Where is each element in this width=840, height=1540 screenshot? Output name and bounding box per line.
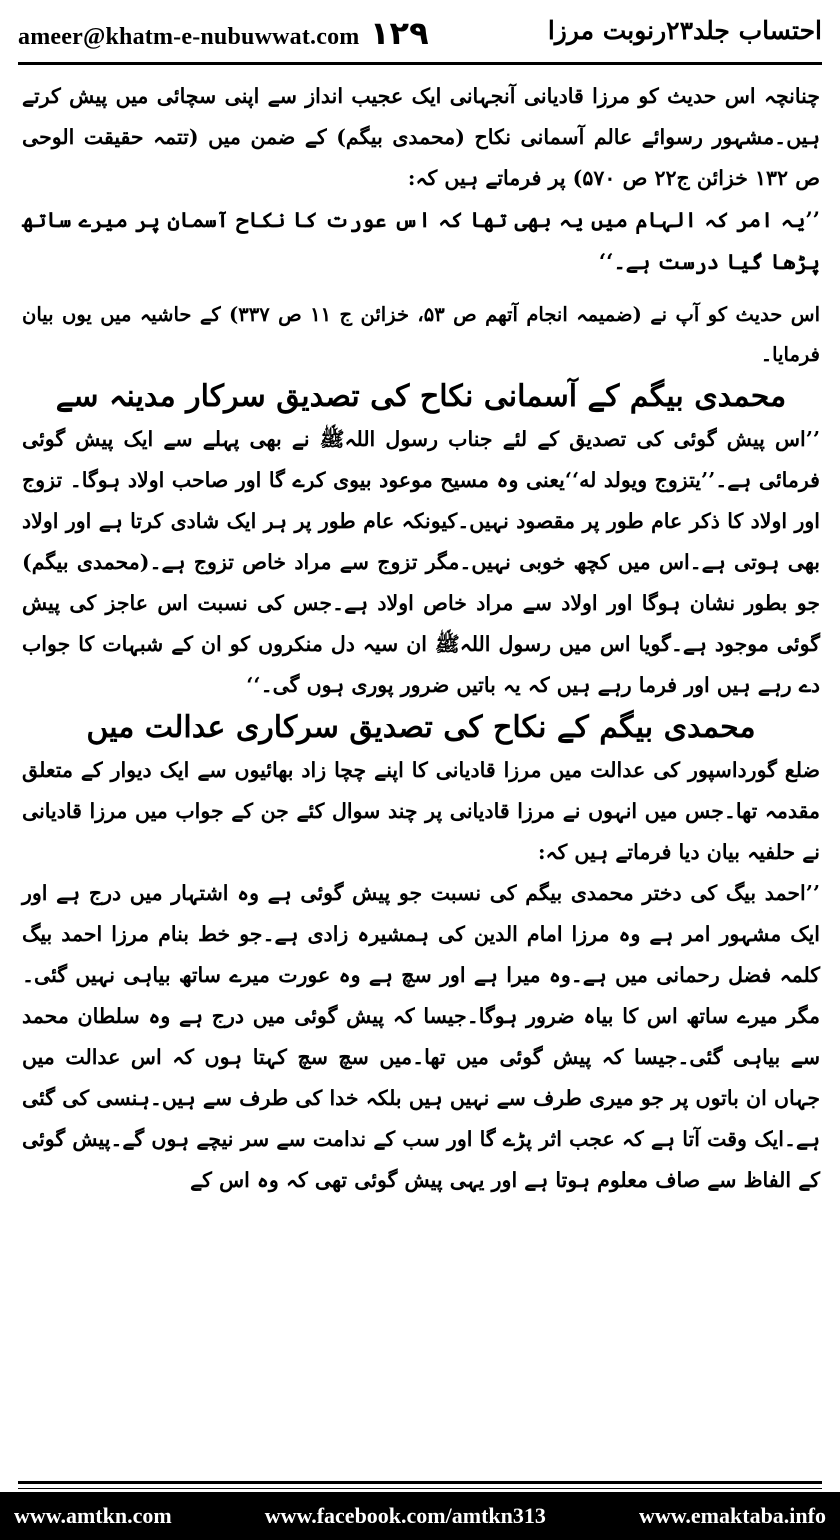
spacer xyxy=(22,283,820,295)
footer-link-emaktaba[interactable]: www.emaktaba.info xyxy=(638,1503,826,1528)
paragraph-hashiya: اس حدیث کو آپ نے (ضمیمہ انجام آتھم ص ۵۳، خزائن ج ۱۱ ص ۳۳۷) کے حاشیہ میں یوں بیان فرمایا۔ xyxy=(22,303,821,366)
footer-link-facebook[interactable]: www.facebook.com/amtkn313 xyxy=(264,1503,546,1528)
quote-prophecy: ’’اس پیش گوئی کی تصدیق کے لئے جناب رسول اللہﷺ نے بھی پہلے سے ایک پیش گوئی فرمائی ہے۔’’یتزوج ویولد له‘‘یعنی وہ مسیح موعود بیوی کرے گا اور صاحب اولاد ہوگا۔ تزوج اور اولاد کا ذکر عام طور پر مقصود نہیں۔کیونکہ عام طور پر ہر ایک شادی کرتا ہے اور اولاد بھی ہوتی ہے۔اس میں کچھ خوبی نہیں۔مگر تزوج سے مراد خاص تزوج ہے۔(محمدی بیگم) جو بطور نشان ہوگا اور اولاد سے مراد خاص اولاد ہے۔جس کی نسبت اس عاجز کی پیش گوئی موجود ہے۔گویا اس میں رسول اللہﷺ ان سیہ دل منکروں کو ان کے شبہات کا جواب دے رہے ہیں اور فرما رہے ہیں کہ یہ باتیں ضرور پوری ہوں گی۔‘‘ xyxy=(22,427,820,697)
footer-rule-top xyxy=(18,1481,822,1484)
footer-rule-inner xyxy=(18,1488,822,1489)
book-title: احتساب جلد۲۳رنوبت مرزا xyxy=(547,16,822,45)
header-email: ameer@khatm-e-nubuwwat.com xyxy=(18,24,360,50)
quote-nikah: ’’یہ امر کہ الہام میں یہ بھی تھا کہ اس عورت کا نکاح آسمان پر میرے ساتھ پڑھا گیا درست ہے۔‘‘ xyxy=(22,207,820,274)
paragraph-intro: چنانچہ اس حدیث کو مرزا قادیانی آنجہانی ایک عجیب انداز سے اپنی سچائی میں پیش کرتے ہیں۔مشہور رسوائے عالم آسمانی نکاح (محمدی بیگم) کے ضمن میں (تتمہ حقیقت الوحی ص ۱۳۲ خزائن ج۲۲ ص ۵۷۰) پر فرماتے ہیں کہ: xyxy=(22,84,820,190)
footer-links xyxy=(0,1492,840,1540)
page-footer xyxy=(0,1492,840,1540)
footer-link-amtkn[interactable]: www.amtkn.com xyxy=(14,1503,172,1528)
page-number: ۱۲۹ xyxy=(370,14,429,52)
quote-court-statement: ’’احمد بیگ کی دختر محمدی بیگم کی نسبت جو پیش گوئی ہے وہ اشتہار میں درج ہے اور ایک مشہور امر ہے وہ مرزا امام الدین کی ہمشیرہ زادی ہے۔جو خط بنام مرزا احمد بیگ کلمہ فضل رحمانی میں ہے۔وہ میرا ہے اور سچ ہے وہ عورت میرے ساتھ بیاہی نہیں گئی۔مگر میرے ساتھ اس کا بیاہ ضرور ہوگا۔جیسا کہ پیش گوئی میں درج ہے وہ سلطان محمد سے بیاہی گئی۔جیسا کہ پیش گوئی میں تھا۔میں سچ سچ کہتا ہوں کہ اس عدالت میں جہاں ان باتوں پر جو میری طرف سے نہیں ہیں بلکہ خدا کی طرف سے ہیں۔ہنسی کی گئی ہے۔ایک وقت آتا ہے کہ عجب اثر پڑے گا اور سب کے ندامت سے سر نیچے ہوں گے۔پیش گوئی کے الفاظ سے صاف معلوم ہوتا ہے اور یہی پیش گوئی تھی کہ وہ اس کے xyxy=(22,881,820,1192)
page-body xyxy=(22,76,820,1476)
heading-sarkar-madina: محمدی بیگم کے آسمانی نکاح کی تصدیق سرکار مدینہ سے xyxy=(55,379,787,414)
header-rule xyxy=(18,62,822,65)
page-header xyxy=(18,10,822,62)
paragraph-court-case: ضلع گورداسپور کی عدالت میں مرزا قادیانی کا اپنے چچا زاد بھائیوں سے ایک دیوار کے متعلق مقدمہ تھا۔جس میں انہوں نے مرزا قادیانی پر چند سوال کئے جن کے جواب میں مرزا قادیانی نے حلفیہ بیان دیا فرماتے ہیں کہ: xyxy=(22,758,820,864)
heading-court: محمدی بیگم کے نکاح کی تصدیق سرکاری عدالت میں xyxy=(86,710,756,745)
